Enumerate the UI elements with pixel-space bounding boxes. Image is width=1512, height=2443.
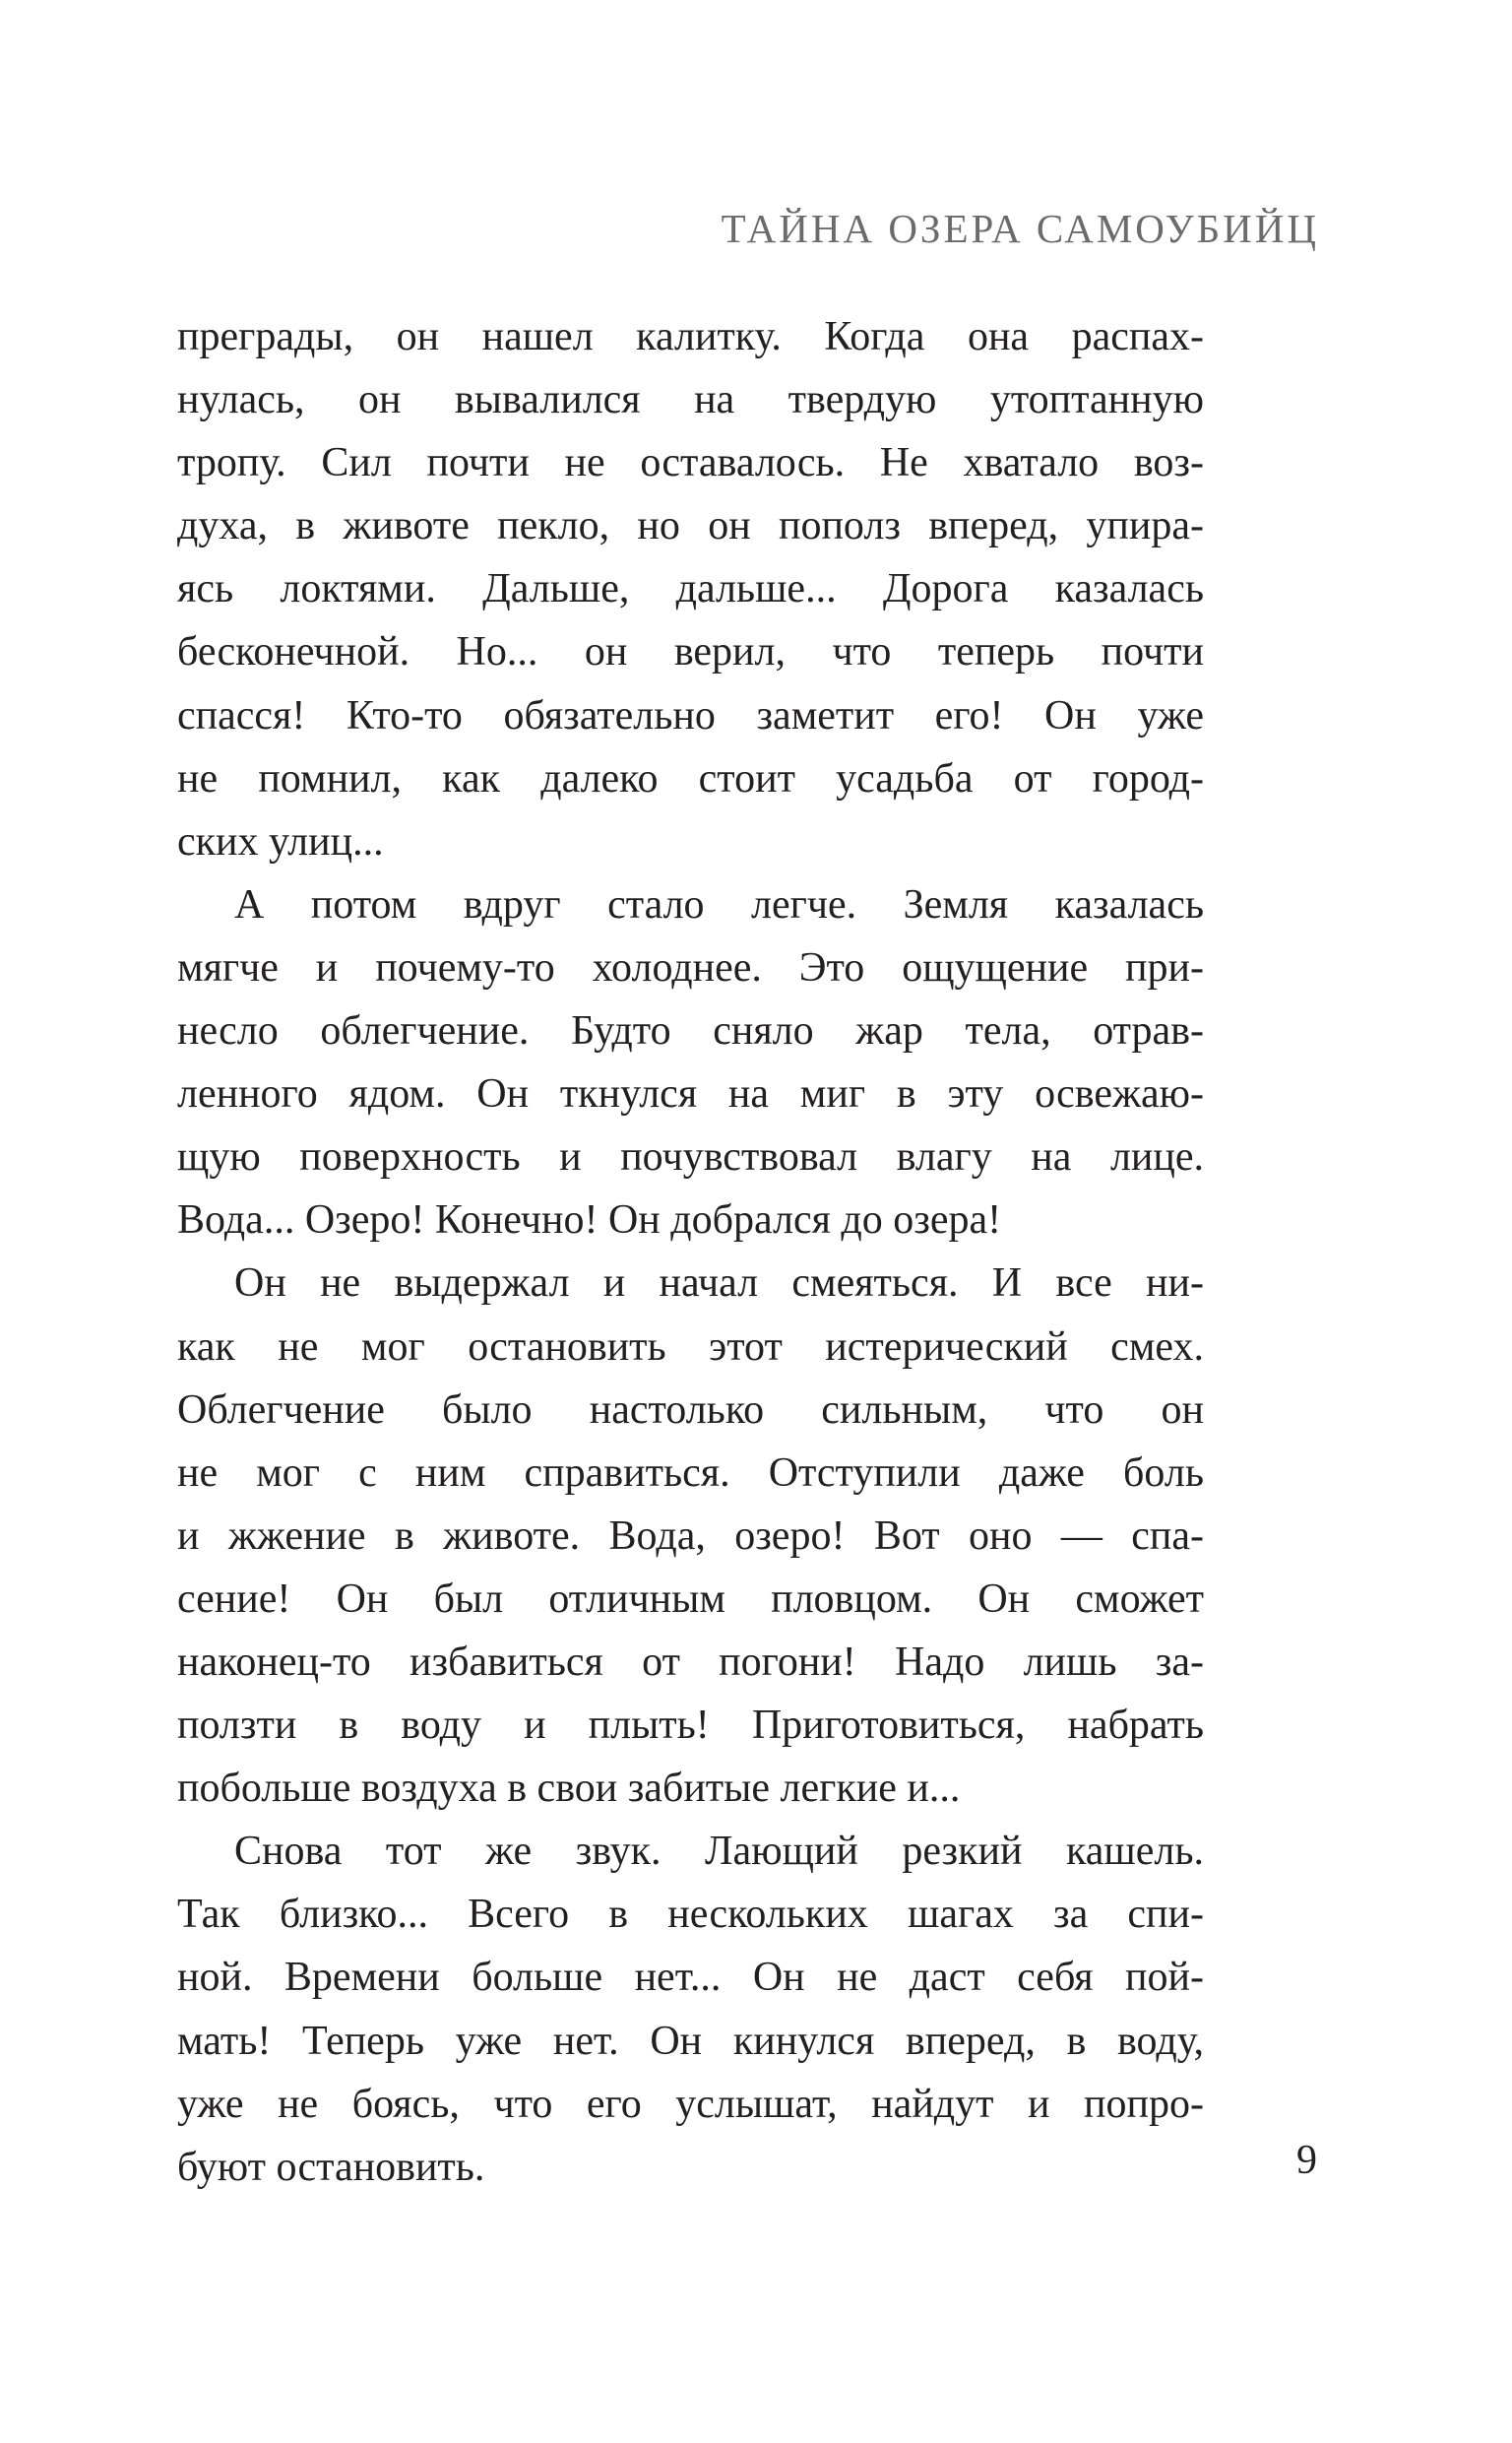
text-line: тропу. Сил почти не оставалось. Не хватало воз- bbox=[177, 440, 1204, 486]
text-line: Он не выдержал и начал смеяться. И все ни- bbox=[234, 1260, 1204, 1307]
text-line: буют остановить. bbox=[177, 2144, 485, 2190]
text-line: бесконечной. Но... он верил, что теперь почти bbox=[177, 629, 1204, 675]
text-line: Облегчение было настолько сильным, что он bbox=[177, 1386, 1204, 1433]
text-line: и жжение в животе. Вода, озеро! Вот оно — спа- bbox=[177, 1512, 1204, 1559]
text-line: ной. Времени больше нет... Он не даст себя пой- bbox=[177, 1955, 1204, 2001]
text-line: ясь локтями. Дальше, дальше... Дорога казалась bbox=[177, 566, 1204, 612]
text-line: несло облегчение. Будто сняло жар тела, отрав- bbox=[177, 1008, 1204, 1055]
text-line: Снова тот же звук. Лающий резкий кашель. bbox=[234, 1829, 1204, 1875]
text-line: сение! Он был отличным пловцом. Он сможет bbox=[177, 1575, 1204, 1622]
text-line: Так близко... Всего в нескольких шагах за спи- bbox=[177, 1892, 1204, 1938]
page-number: 9 bbox=[1296, 2138, 1317, 2183]
text-line: ленного ядом. Он ткнулся на миг в эту освежаю- bbox=[177, 1071, 1204, 1118]
body-text bbox=[177, 305, 1204, 2199]
text-line: не помнил, как далеко стоит усадьба от город- bbox=[177, 755, 1204, 802]
paragraph bbox=[177, 305, 1204, 873]
paragraph bbox=[177, 1820, 1204, 2199]
paragraph bbox=[177, 873, 1204, 1253]
text-line: уже не боясь, что его услышат, найдут и попро- bbox=[177, 2081, 1204, 2127]
text-line: спасся! Кто-то обязательно заметит его! Он уже bbox=[177, 692, 1204, 739]
text-line: побольше воздуха в свои забитые легкие и... bbox=[177, 1766, 961, 1812]
text-line: духа, в животе пекло, но он пополз вперед, упира- bbox=[177, 503, 1204, 549]
text-line: щую поверхность и почувствовал влагу на лице. bbox=[177, 1134, 1204, 1181]
paragraph bbox=[177, 1252, 1204, 1820]
text-line: нулась, он вывалился на твердую утоптанную bbox=[177, 377, 1204, 423]
text-line: не мог с ним справиться. Отступили даже боль bbox=[177, 1449, 1204, 1496]
text-line: мягче и почему-то холоднее. Это ощущение при- bbox=[177, 944, 1204, 991]
text-line: наконец-то избавиться от погони! Надо лишь за- bbox=[177, 1639, 1204, 1685]
text-line: мать! Теперь уже нет. Он кинулся вперед, в воду, bbox=[177, 2018, 1204, 2064]
text-line: преграды, он нашел калитку. Когда она распах- bbox=[177, 314, 1204, 359]
text-line: как не мог остановить этот истерический смех. bbox=[177, 1323, 1204, 1370]
text-line: Вода... Озеро! Конечно! Он добрался до озера! bbox=[177, 1197, 1002, 1244]
text-line: ских улиц... bbox=[177, 818, 384, 865]
text-line: ползти в воду и плыть! Приготовиться, набрать bbox=[177, 1703, 1204, 1749]
text-line: А потом вдруг стало легче. Земля казалась bbox=[234, 881, 1204, 928]
running-head: ТАЙНА ОЗЕРА САМОУБИЙЦ bbox=[721, 206, 1319, 251]
